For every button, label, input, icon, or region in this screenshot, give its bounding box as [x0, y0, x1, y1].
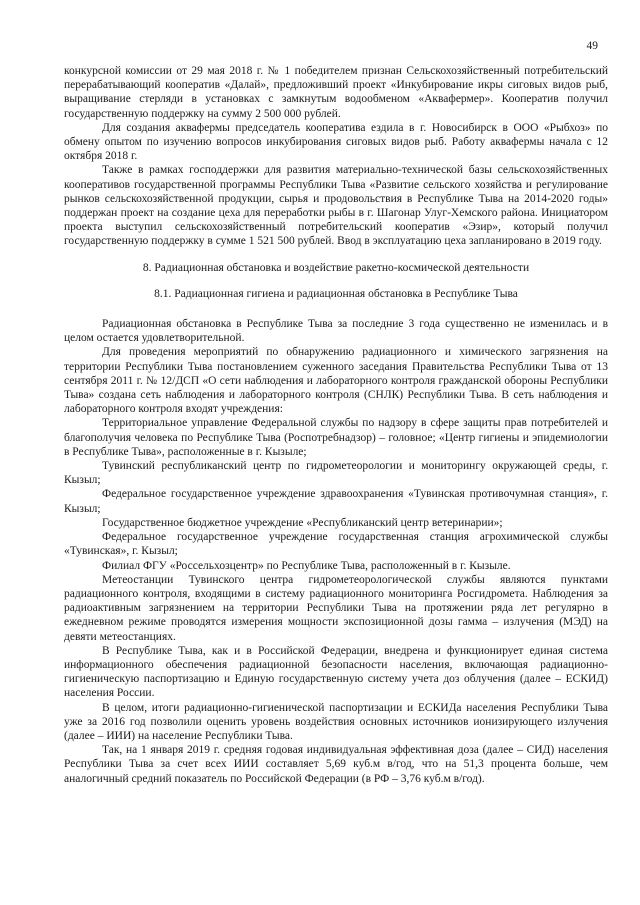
paragraph: Так, на 1 января 2019 г. средняя годовая индивидуальная эффективная доза (далее – СИД) населения Республики Тыва за счет всех ИИИ составляет 5,69 куб.м в/год, что на 51,3 процента больше, чем аналогичный средний показатель по Российской Федерации (в РФ – 3,76 куб.м в/год). — [64, 744, 608, 785]
paragraph: В Республике Тыва, как и в Российской Федерации, внедрена и функционирует единая система информационного обеспечения радиационной безопасности населения, включающая радиационно-гигиеническую паспортизацию и Единую государственную систему учета доз облучения (далее – ЕСКИД) населения России. — [64, 644, 608, 700]
paragraph: Филиал ФГУ «Россельхозцентр» по Республике Тыва, расположенный в г. Кызыле. — [102, 559, 511, 572]
paragraph: Для создания аквафермы председатель кооператива ездила в г. Новосибирск в ООО «Рыбхоз» по обмену опытом по изучению вопросов инкубирования сиговых видов рыб. Работу аквафермы начала с 12 октября 2018 г. — [64, 121, 608, 163]
paragraph: Федеральное государственное учреждение здравоохранения «Тувинская противочумная станция», г. Кызыл; — [64, 488, 608, 515]
paragraph: конкурсной комиссии от 29 мая 2018 г. № 1 победителем признан Сельскохозяйственный потребительский перерабатывающий кооператив «Далай», предложивший проект «Инкубирование икры сиговых видов рыб, выращивание стерляди в установках с замкнутым водообменом «Аквафермер». Кооператив получил государственную поддержку на сумму 2 500 000 рублей. — [64, 65, 608, 120]
paragraph: Федеральное государственное учреждение государственная станция агрохимической службы «Тувинская», г. Кызыл; — [64, 531, 608, 558]
top-text-block — [64, 64, 608, 249]
paragraph: Для проведения мероприятий по обнаружению радиационного и химического загрязнения на территории Республики Тыва постановлением суженного заседания Правительства Республики Тыва от 13 сентября 2011 г. № 12/ДСП «О сети наблюдения и лабораторного контроля гражданской обороны Республики Тыва» создана сеть наблюдения и лабораторного контроля (СНЛК) Республики Тыва. В сеть наблюдения и лабораторного контроля входят учреждения: — [64, 346, 608, 416]
section-heading: 8. Радиационная обстановка и воздействие ракетно-космической деятельности — [142, 261, 530, 274]
body-text-block — [64, 317, 608, 786]
paragraph: Метеостанции Тувинского центра гидрометеорологической службы являются пунктами радиационного контроля, входящими в систему радиационного мониторинга Росгидромета. Наблюдения за радиоактивным загрязнением на территории Республики Тыва на протяжении ряда лет регулярно в ежедневном режиме проводятся измерения мощности экспозиционной дозы гамма – излучения (МЭД) на девяти метеостанциях. — [64, 573, 608, 643]
paragraph: Территориальное управление Федеральной службы по надзору в сфере защиты прав потребителей и благополучия человека по Республике Тыва (Роспотребнадзор) – головное; «Центр гигиены и эпидемиологии в Республике Тыва», расположенные в г. Кызыле; — [64, 417, 608, 458]
paragraph: Тувинский республиканский центр по гидрометеорологии и мониторингу окружающей среды, г. Кызыл; — [64, 460, 608, 487]
subsection-heading: 8.1. Радиационная гигиена и радиационная обстановка в Республике Тыва — [154, 287, 518, 300]
paragraph: Государственное бюджетное учреждение «Республиканский центр ветеринарии»; — [102, 516, 503, 529]
page-number: 49 — [586, 40, 598, 52]
paragraph: В целом, итоги радиационно-гигиенической паспортизации и ЕСКИДа населения Республики Тыва уже за 2016 год позволили оценить уровень воздействия основных источников ионизирующего излучения (далее – ИИИ) на население Республики Тыва. — [64, 701, 608, 742]
paragraph: Радиационная обстановка в Республике Тыва за последние 3 года существенно не изменилась и в целом остается удовлетворительной. — [64, 318, 608, 345]
paragraph: Также в рамках господдержки для развития материально-технической базы сельскохозяйственных кооперативов государственной программы Республики Тыва «Развитие сельского хозяйства и регулирование рынков сельскохозяйственной продукции, сырья и продовольствия в Республике Тыва на 2014-2020 годы» поддержан проект на создание цеха для переработки рыбы в г. Шагонар Улуг-Хемского района. Инициатором проекта выступил сельскохозяйственный потребительский кооператив «Эзир», который получил государственную поддержку в сумме 1 521 500 рублей. Ввод в эксплуатацию цеха запланировано в 2019 году. — [64, 164, 608, 248]
